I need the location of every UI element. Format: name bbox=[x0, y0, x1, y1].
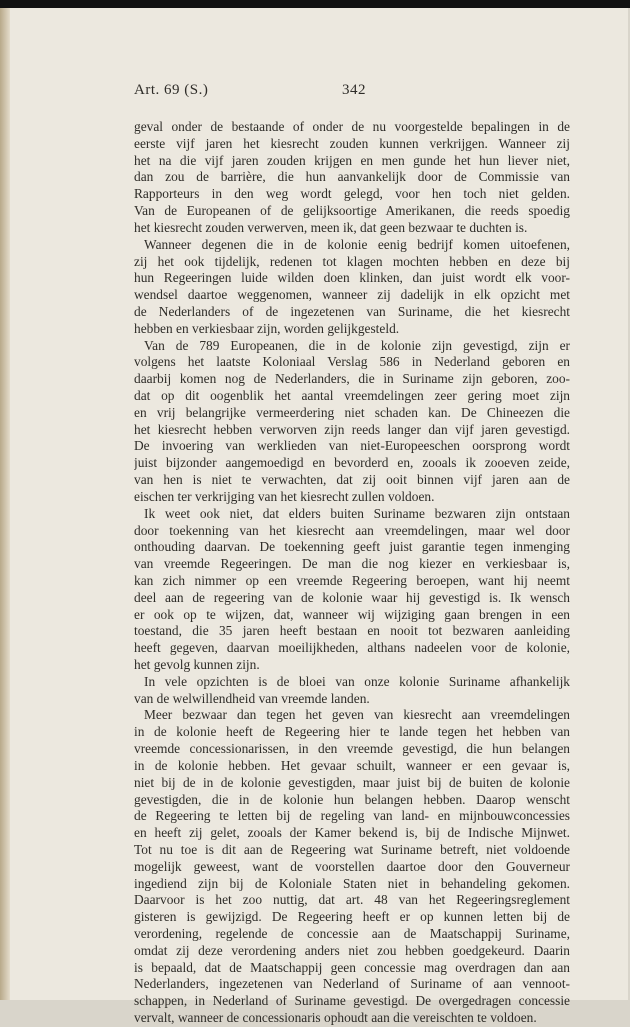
text-line: van vreemde Regeeringen. De man die nog kiezer en verkiesbaar is, bbox=[134, 556, 570, 572]
text-line: In vele opzichten is de bloei van onze kolonie Suriname afhankelijk bbox=[144, 673, 570, 689]
text-line: wendsel daartoe weggenomen, wanneer zij dadelijk in elk opzicht met bbox=[134, 287, 570, 303]
text-line: het kiesrecht zouden verwerven, meen ik, dat geen bezwaar te duchten is. bbox=[134, 219, 528, 235]
text-line: De invoering van werklieden van niet-Europeeschen oorsprong wordt bbox=[134, 438, 570, 454]
text-line: door toekenning van het kiesrecht aan vreemdelingen, maar wel door bbox=[134, 522, 570, 538]
book-spine-edge bbox=[0, 8, 10, 1000]
paragraph bbox=[134, 119, 570, 237]
text-line: Meer bezwaar dan tegen het geven van kiesrecht aan vreemdelingen bbox=[144, 707, 570, 723]
text-line: de Nederlanders of de ingezetenen van Suriname, die het kiesrecht bbox=[134, 303, 570, 319]
text-line: vreemde concessionarissen, in den vreemde gevestigd, die hun belangen bbox=[134, 741, 570, 757]
text-line: schappen, in Nederland of Suriname gevestigd. De overgedragen concessie bbox=[134, 993, 570, 1009]
text-line: gevestigden, die in de kolonie hun belangen hebben. Daarop wenscht bbox=[134, 791, 570, 807]
paragraph bbox=[134, 338, 570, 506]
text-line: heeft gegeven, daarvan moeilijkheden, althans nadeelen voor de kolonie, bbox=[134, 640, 570, 656]
text-line: er ook op te wijzen, dat, wanneer wij wijziging gaan brengen in een bbox=[134, 606, 570, 622]
text-line: het na die vijf jaren zouden krijgen en men gunde het hun liever niet, bbox=[134, 152, 570, 168]
text-line: eischen ter verkrijging van het kiesrecht zullen voldoen. bbox=[134, 488, 435, 504]
paragraph bbox=[134, 674, 570, 708]
text-line: ingediend zijn bij de Koloniale Staten niet in behandeling gekomen. bbox=[134, 875, 570, 891]
text-line: geval onder de bestaande of onder de nu voorgestelde bepalingen in de bbox=[134, 119, 570, 134]
text-line: Van de 789 Europeanen, die in de kolonie zijn gevestigd, zijn er bbox=[144, 337, 570, 353]
text-line: vervalt, wanneer de concessionaris ophoudt aan die vereischten te voldoen. bbox=[134, 1010, 537, 1026]
text-line: Wanneer degenen die in de kolonie eenig bedrijf komen uitoefenen, bbox=[144, 236, 570, 252]
text-line: hun Regeeringen luide wilden doen klinken, dan juist wordt elk voor- bbox=[134, 270, 570, 286]
paragraph bbox=[134, 237, 570, 338]
text-line: onthouding daarvan. De toekenning geeft juist garantie tegen inmenging bbox=[134, 539, 570, 555]
text-line: kan zich nimmer op een vreemde Regeering beroepen, want hij neemt bbox=[134, 572, 570, 588]
text-line: juist bijzonder aangemoedigd en bevorderd en, zooals ik zooeven zeide, bbox=[134, 455, 570, 471]
text-line: dan zou de barrière, die hun aanvankelijk door de Commissie van bbox=[134, 169, 570, 185]
text-line: Van de Europeanen of de gelijksoortige Amerikanen, die reeds spoedig bbox=[134, 203, 570, 219]
paragraph bbox=[134, 707, 570, 1026]
text-line: dat op dit oogenblik het aantal vreemdelingen zeer gering moet zijn bbox=[134, 388, 570, 403]
text-line: omdat zij deze verordening anders niet zou hebben goedgekeurd. Daarin bbox=[134, 942, 570, 958]
text-line: in de kolonie hebben. Het gevaar schuilt, wanneer er een gevaar is, bbox=[134, 757, 570, 773]
text-line: Rapporteurs in den weg wordt gelegd, voor hen toch niet gelden. bbox=[134, 186, 570, 202]
text-line: is bepaald, dat de Maatschappij geen concessie mag overdragen dan aan bbox=[134, 959, 570, 975]
text-line: in de kolonie heeft de Regeering hier te lande tegen het hebben van bbox=[134, 724, 570, 740]
article-reference: Art. 69 (S.) bbox=[134, 82, 209, 98]
text-line: Nederlanders, ingezetenen van Nederland of Suriname of aan vennoot- bbox=[134, 976, 570, 992]
text-line: Tot nu toe is dit aan de Regeering wat Suriname betreft, niet voldoende bbox=[134, 841, 570, 857]
text-line: en heeft zij gelet, zooals der Kamer bekend is, bij de Indische Mijnwet. bbox=[134, 825, 570, 841]
text-line: toestand, die 35 jaren heeft bestaan en nooit tot bezwaren aanleiding bbox=[134, 623, 570, 639]
text-line: het kiesrecht hebben verworven zijn reeds langer dan vijf jaren gevestigd. bbox=[134, 421, 570, 437]
paragraph bbox=[134, 506, 570, 674]
text-line: niet bij de in de kolonie gevestigden, maar juist bij de buiten de kolonie bbox=[134, 774, 570, 790]
text-line: Ik weet ook niet, dat elders buiten Suriname bezwaren zijn ontstaan bbox=[144, 505, 570, 521]
text-line: gisteren is gewijzigd. De Regeering heeft er op kunnen letten bij de bbox=[134, 909, 570, 925]
text-line: Daarvoor is het zoo nuttig, dat art. 48 van het Regeeringsreglement bbox=[134, 892, 570, 908]
text-line: daarbij komen nog de Nederlanders, die in Suriname zijn geboren, zoo- bbox=[134, 371, 570, 387]
page-number: 342 bbox=[342, 82, 366, 98]
text-line: verordening, regelende de concessie aan de Maatschappij Suriname, bbox=[134, 926, 570, 941]
running-header bbox=[134, 82, 570, 102]
text-line: van hen is niet te verwachten, dat zij ooit binnen vijf jaren aan de bbox=[134, 472, 570, 488]
text-line: deel aan de regeering van de kolonie waar hij gevestigd is. Ik wensch bbox=[134, 589, 570, 605]
text-line: het gevolg kunnen zijn. bbox=[134, 657, 260, 672]
text-line: zij het ook tijdelijk, redenen tot klagen mochten hebben en deze bij bbox=[134, 253, 570, 269]
text-line: en vrij belangrijke vermeerdering niet schaden kan. De Chineezen die bbox=[134, 404, 570, 420]
text-line: hebben en verkiesbaar zijn, worden gelijkgesteld. bbox=[134, 320, 400, 336]
text-line: de Regeering te letten bij de regeling van land- en mijnbouwconcessies bbox=[134, 808, 570, 824]
text-line: eerste vijf jaren het kiesrecht zouden kunnen verkrijgen. Wanneer zij bbox=[134, 135, 570, 151]
text-line: volgens het laatste Koloniaal Verslag 586 in Nederland geboren en bbox=[134, 354, 570, 370]
body-text bbox=[134, 119, 570, 1027]
text-line: van de welwillendheid van vreemde landen. bbox=[134, 690, 370, 706]
text-line: mogelijk geweest, want de voorstellen daartoe door den Gouverneur bbox=[134, 858, 570, 874]
scan-top-border bbox=[0, 0, 630, 8]
